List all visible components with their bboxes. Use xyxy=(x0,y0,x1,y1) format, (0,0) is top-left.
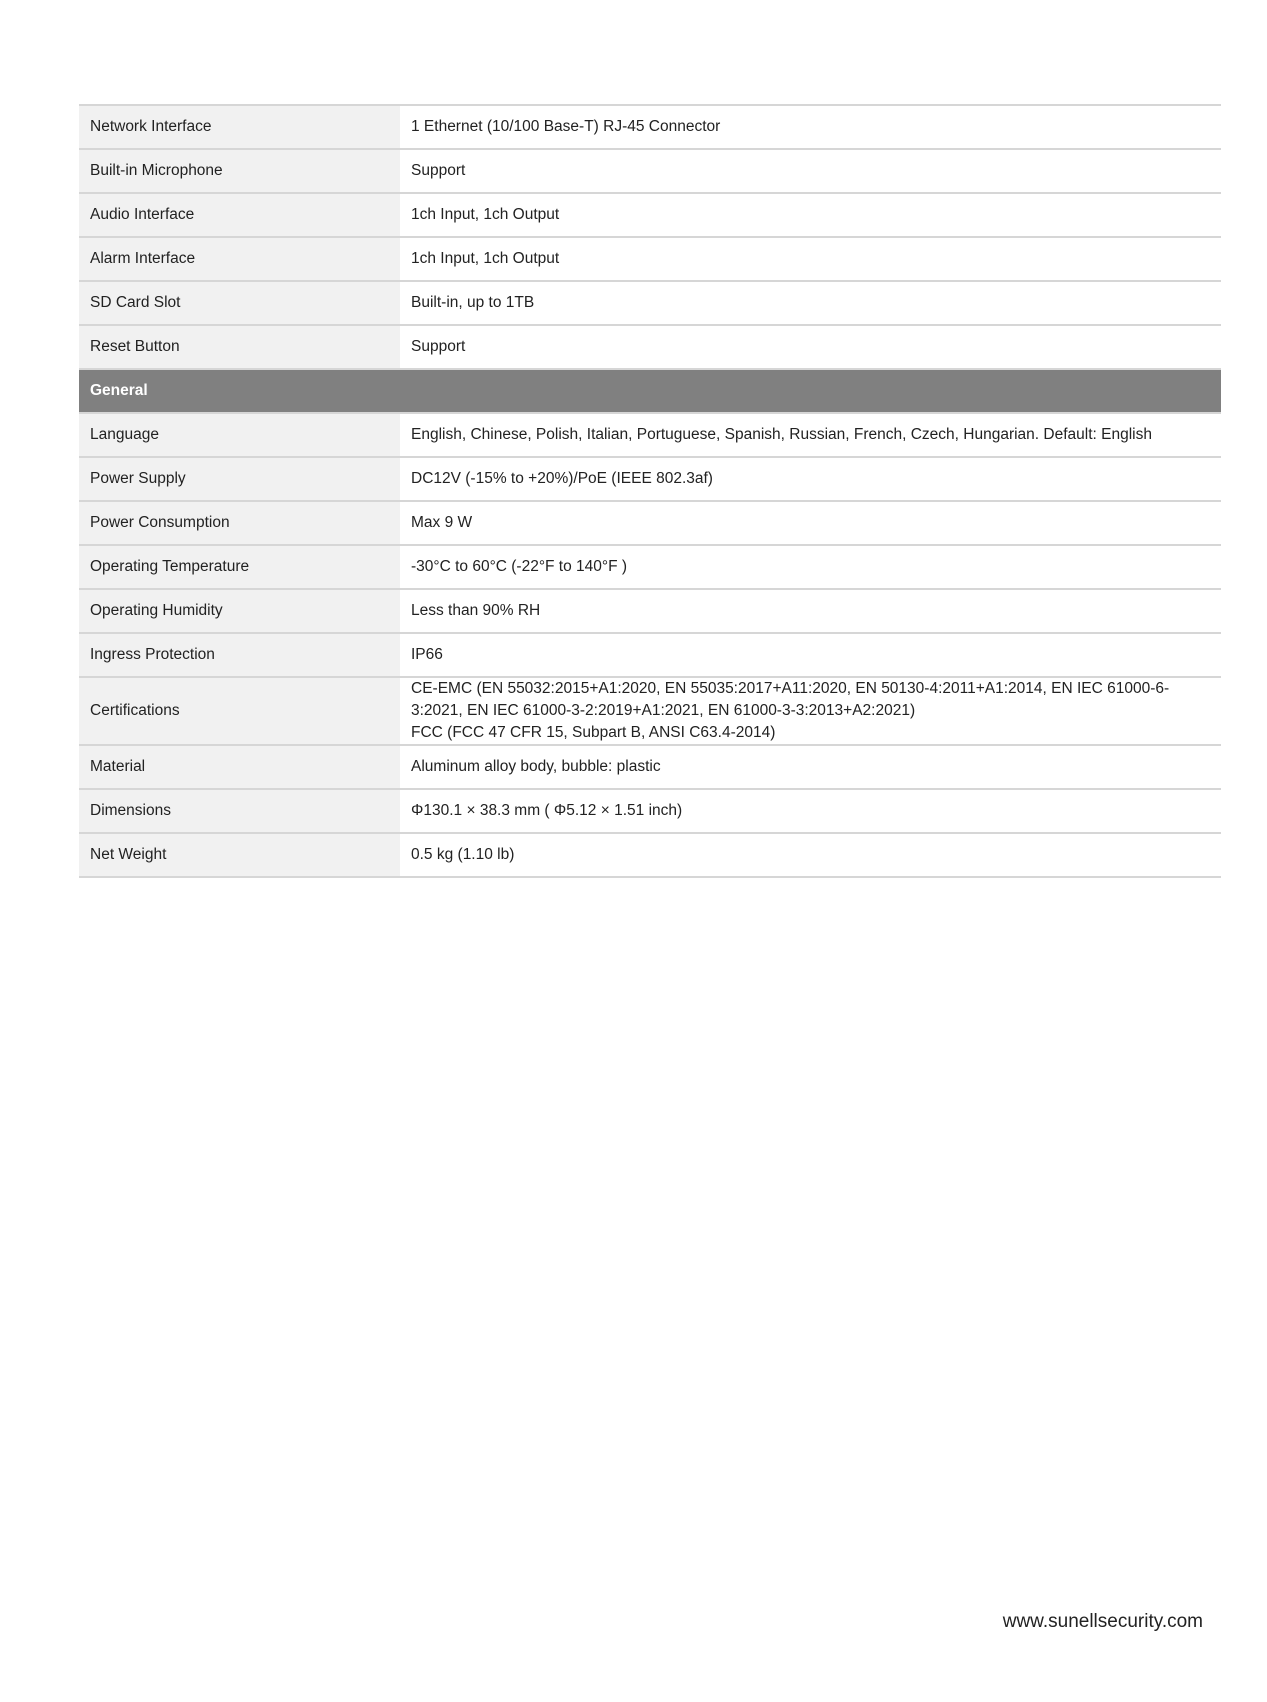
spec-value: Aluminum alloy body, bubble: plastic xyxy=(400,745,1221,789)
spec-value: 0.5 kg (1.10 lb) xyxy=(400,833,1221,877)
table-row xyxy=(79,193,1221,237)
spec-value: 1ch Input, 1ch Output xyxy=(400,193,1221,237)
footer-website-url: www.sunellsecurity.com xyxy=(1002,1611,1203,1632)
spec-label: Certifications xyxy=(79,677,400,745)
table-row xyxy=(79,237,1221,281)
spec-label: Alarm Interface xyxy=(79,237,400,281)
spec-value: English, Chinese, Polish, Italian, Portuguese, Spanish, Russian, French, Czech, Hungarian. Default: English xyxy=(400,413,1221,457)
certification-line: 3:2021, EN IEC 61000-3-2:2019+A1:2021, EN 61000-3-3:2013+A2:2021) xyxy=(411,702,916,719)
table-row xyxy=(79,105,1221,149)
table-row xyxy=(79,457,1221,501)
table-row xyxy=(79,633,1221,677)
table-row xyxy=(79,413,1221,457)
spec-label: Dimensions xyxy=(79,789,400,833)
certification-line: CE-EMC (EN 55032:2015+A1:2020, EN 55035:2017+A11:2020, EN 50130-4:2011+A1:2014, EN IEC 61000-6- xyxy=(411,680,1170,697)
spec-label: Audio Interface xyxy=(79,193,400,237)
spec-label: Built-in Microphone xyxy=(79,149,400,193)
spec-label: Ingress Protection xyxy=(79,633,400,677)
spec-label: Network Interface xyxy=(79,105,400,149)
spec-label: Power Consumption xyxy=(79,501,400,545)
spec-label: Power Supply xyxy=(79,457,400,501)
spec-value xyxy=(400,677,1221,745)
spec-value: DC12V (-15% to +20%)/PoE (IEEE 802.3af) xyxy=(400,457,1221,501)
table-row xyxy=(79,745,1221,789)
spec-value: IP66 xyxy=(400,633,1221,677)
section-header-general xyxy=(79,369,1221,413)
table-row xyxy=(79,325,1221,369)
spec-label: Net Weight xyxy=(79,833,400,877)
spec-table xyxy=(79,104,1221,878)
spec-label: SD Card Slot xyxy=(79,281,400,325)
spec-value: Support xyxy=(400,149,1221,193)
spec-value: -30°C to 60°C (-22°F to 140°F ) xyxy=(400,545,1221,589)
spec-value: Φ130.1 × 38.3 mm ( Φ5.12 × 1.51 inch) xyxy=(400,789,1221,833)
spec-label: Material xyxy=(79,745,400,789)
table-row xyxy=(79,149,1221,193)
table-row xyxy=(79,789,1221,833)
table-row xyxy=(79,501,1221,545)
spec-value: Max 9 W xyxy=(400,501,1221,545)
spec-label: Operating Temperature xyxy=(79,545,400,589)
spec-label: Reset Button xyxy=(79,325,400,369)
certification-line: FCC (FCC 47 CFR 15, Subpart B, ANSI C63.4-2014) xyxy=(411,724,776,741)
section-title: General xyxy=(79,369,1221,413)
spec-value: Built-in, up to 1TB xyxy=(400,281,1221,325)
table-row xyxy=(79,589,1221,633)
table-row xyxy=(79,281,1221,325)
spec-value: 1 Ethernet (10/100 Base-T) RJ-45 Connector xyxy=(400,105,1221,149)
table-row xyxy=(79,833,1221,877)
spec-label: Operating Humidity xyxy=(79,589,400,633)
table-row-certifications xyxy=(79,677,1221,745)
spec-value: Support xyxy=(400,325,1221,369)
spec-value: Less than 90% RH xyxy=(400,589,1221,633)
spec-label: Language xyxy=(79,413,400,457)
spec-value: 1ch Input, 1ch Output xyxy=(400,237,1221,281)
table-row xyxy=(79,545,1221,589)
